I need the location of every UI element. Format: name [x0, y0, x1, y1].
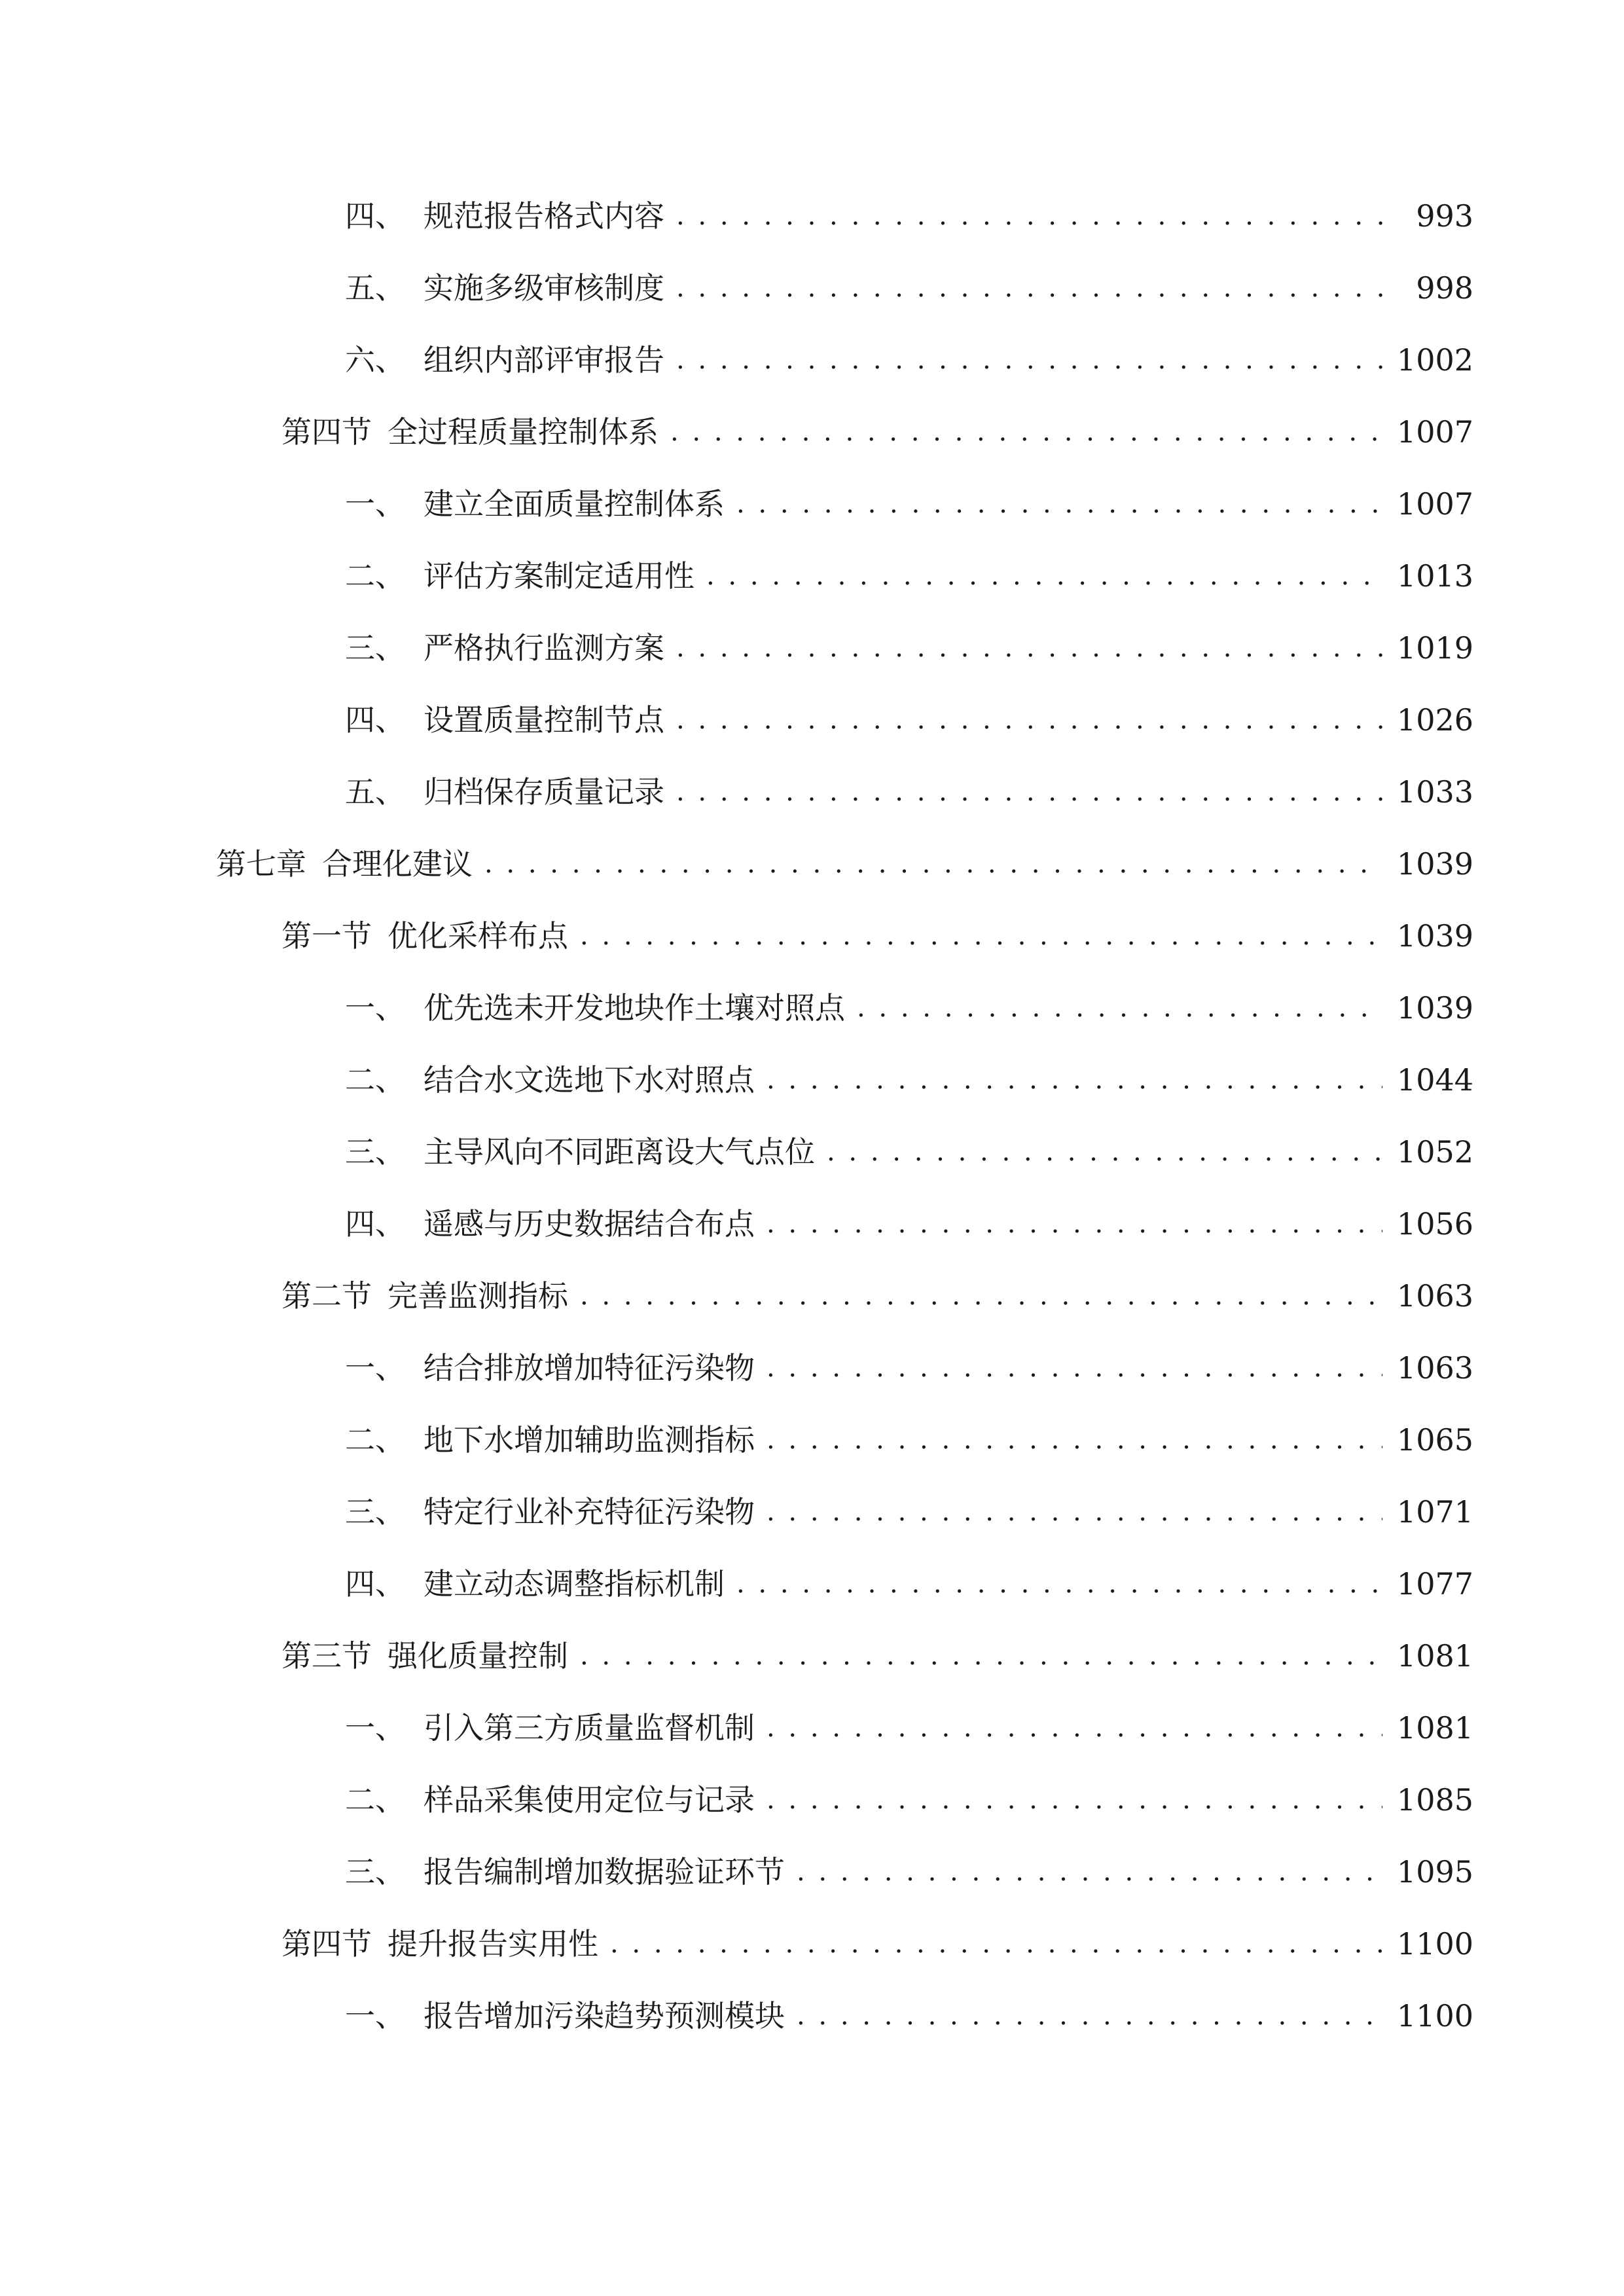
toc-entry-title: 优化采样布点 [388, 918, 568, 954]
toc-entry[interactable] [345, 1990, 1473, 2042]
dot-leader [484, 838, 1382, 890]
toc-entry-page: 1081 [1396, 1638, 1473, 1674]
toc-entry-page: 1044 [1396, 1062, 1473, 1098]
dot-leader [676, 262, 1400, 314]
toc-entry[interactable] [345, 1414, 1473, 1466]
toc-entry-number: 二、 [345, 1062, 405, 1098]
toc-entry-page: 1052 [1396, 1134, 1473, 1170]
toc-entry-number: 五、 [345, 270, 405, 306]
dot-leader [676, 190, 1400, 242]
toc-entry[interactable] [281, 1270, 1473, 1322]
toc-entry-title: 设置质量控制节点 [424, 702, 664, 738]
toc-entry-title: 严格执行监测方案 [424, 630, 664, 666]
toc-entry-title: 实施多级审核制度 [424, 270, 664, 306]
toc-entry-title: 组织内部评审报告 [424, 342, 664, 378]
toc-entry-page: 1033 [1396, 774, 1473, 810]
toc-entry-number: 第一节 [281, 918, 372, 954]
toc-entry-page: 1056 [1396, 1206, 1473, 1242]
toc-entry[interactable] [345, 478, 1473, 530]
toc-entry-page: 1095 [1396, 1854, 1473, 1890]
toc-entry-number: 三、 [345, 1134, 405, 1170]
toc-entry-page: 1026 [1396, 702, 1473, 738]
toc-entry[interactable] [281, 1630, 1473, 1682]
toc-entry-number: 第七章 [216, 846, 306, 882]
dot-leader [736, 1558, 1382, 1610]
toc-entry-title: 合理化建议 [322, 846, 473, 882]
toc-entry[interactable] [345, 1126, 1473, 1178]
toc-entry[interactable] [345, 1774, 1473, 1826]
dot-leader [580, 1630, 1382, 1682]
dot-leader [767, 1486, 1382, 1538]
toc-entry-number: 三、 [345, 630, 405, 666]
toc-entry-title: 遥感与历史数据结合布点 [424, 1206, 755, 1242]
toc-entry-page: 1063 [1396, 1278, 1473, 1314]
dot-leader [676, 622, 1382, 674]
toc-entry[interactable] [345, 1846, 1473, 1898]
toc-entry-page: 1039 [1396, 846, 1473, 882]
toc-entry[interactable] [345, 1054, 1473, 1106]
toc-entry-number: 第二节 [281, 1278, 372, 1314]
toc-entry-number: 二、 [345, 1782, 405, 1818]
toc-entry-page: 1013 [1396, 558, 1473, 594]
toc-entry-title: 主导风向不同距离设大气点位 [424, 1134, 815, 1170]
dot-leader [676, 334, 1382, 386]
toc-entry-number: 三、 [345, 1494, 405, 1530]
toc-entry[interactable] [345, 1486, 1473, 1538]
toc-entry[interactable] [345, 334, 1473, 386]
dot-leader [736, 478, 1382, 530]
toc-entry-title: 归档保存质量记录 [424, 774, 664, 810]
dot-leader [610, 1918, 1382, 1970]
toc-entry-page: 993 [1416, 198, 1473, 234]
toc-entry-title: 评估方案制定适用性 [424, 558, 695, 594]
toc-entry-number: 一、 [345, 486, 405, 522]
toc-entry[interactable] [281, 406, 1473, 458]
toc-entry-page: 1081 [1396, 1710, 1473, 1746]
toc-entry-number: 第四节 [281, 1926, 372, 1962]
dot-leader [676, 694, 1382, 746]
toc-entry-number: 第四节 [281, 414, 372, 450]
toc-entry-title: 全过程质量控制体系 [388, 414, 659, 450]
toc-entry-page: 1077 [1396, 1566, 1473, 1602]
toc-entry[interactable] [345, 766, 1473, 818]
dot-leader [767, 1702, 1382, 1754]
dot-leader [857, 982, 1382, 1034]
toc-entry-page: 1039 [1396, 990, 1473, 1026]
toc-entry-title: 提升报告实用性 [388, 1926, 598, 1962]
dot-leader [676, 766, 1382, 818]
toc-entry-number: 四、 [345, 1566, 405, 1602]
dot-leader [767, 1342, 1382, 1394]
toc-entry-title: 完善监测指标 [388, 1278, 568, 1314]
toc-entry-number: 三、 [345, 1854, 405, 1890]
dot-leader [670, 406, 1382, 458]
toc-entry-page: 1039 [1396, 918, 1473, 954]
toc-entry-page: 1085 [1396, 1782, 1473, 1818]
toc-entry[interactable] [345, 190, 1473, 242]
toc-entry-title: 引入第三方质量监督机制 [424, 1710, 755, 1746]
toc-entry-number: 四、 [345, 1206, 405, 1242]
dot-leader [580, 1270, 1382, 1322]
toc-entry-page: 1007 [1396, 486, 1473, 522]
toc-entry[interactable] [345, 622, 1473, 674]
toc-entry[interactable] [345, 550, 1473, 602]
toc-entry-title: 建立全面质量控制体系 [424, 486, 725, 522]
dot-leader [767, 1414, 1382, 1466]
toc-entry[interactable] [345, 1558, 1473, 1610]
toc-entry[interactable] [281, 1918, 1473, 1970]
toc-entry-number: 第三节 [281, 1638, 372, 1674]
toc-entry[interactable] [281, 910, 1473, 962]
toc-entry[interactable] [345, 1702, 1473, 1754]
toc-entry-page: 1019 [1396, 630, 1473, 666]
toc-entry-number: 一、 [345, 1998, 405, 2034]
dot-leader [797, 1846, 1382, 1898]
toc-entry-number: 四、 [345, 198, 405, 234]
toc-entry-page: 1007 [1396, 414, 1473, 450]
toc-entry-title: 报告增加污染趋势预测模块 [424, 1998, 785, 2034]
toc-entry-number: 二、 [345, 1422, 405, 1458]
toc-entry-title: 结合水文选地下水对照点 [424, 1062, 755, 1098]
toc-entry-title: 地下水增加辅助监测指标 [424, 1422, 755, 1458]
toc-entry-number: 六、 [345, 342, 405, 378]
toc-entry-number: 四、 [345, 702, 405, 738]
toc-entry-page: 1065 [1396, 1422, 1473, 1458]
toc-entry-title: 强化质量控制 [388, 1638, 568, 1674]
toc-entry-number: 五、 [345, 774, 405, 810]
toc-entry-page: 1100 [1396, 1998, 1473, 2034]
toc-entry[interactable] [345, 1342, 1473, 1394]
toc-entry-title: 建立动态调整指标机制 [424, 1566, 725, 1602]
toc-entry[interactable] [345, 982, 1473, 1034]
toc-entry-page: 998 [1416, 270, 1473, 306]
dot-leader [706, 550, 1382, 602]
toc-entry-title: 优先选未开发地块作土壤对照点 [424, 990, 845, 1026]
toc-entry-title: 特定行业补充特征污染物 [424, 1494, 755, 1530]
toc-entry[interactable] [216, 838, 1473, 890]
toc-entry-title: 报告编制增加数据验证环节 [424, 1854, 785, 1890]
toc-entry-page: 1071 [1396, 1494, 1473, 1530]
toc-entry[interactable] [345, 262, 1473, 314]
dot-leader [797, 1990, 1382, 2042]
toc-entry[interactable] [345, 1198, 1473, 1250]
toc-entry-page: 1063 [1396, 1350, 1473, 1386]
dot-leader [767, 1198, 1382, 1250]
toc-entry[interactable] [345, 694, 1473, 746]
dot-leader [767, 1774, 1382, 1826]
toc-entry-title: 样品采集使用定位与记录 [424, 1782, 755, 1818]
toc-entry-number: 一、 [345, 990, 405, 1026]
dot-leader [767, 1054, 1382, 1106]
toc-entry-number: 二、 [345, 558, 405, 594]
dot-leader [580, 910, 1382, 962]
toc-entry-page: 1100 [1396, 1926, 1473, 1962]
dot-leader [827, 1126, 1382, 1178]
toc-entry-number: 一、 [345, 1350, 405, 1386]
toc-entry-title: 规范报告格式内容 [424, 198, 664, 234]
toc-entry-page: 1002 [1396, 342, 1473, 378]
toc-entry-number: 一、 [345, 1710, 405, 1746]
toc-entry-title: 结合排放增加特征污染物 [424, 1350, 755, 1386]
